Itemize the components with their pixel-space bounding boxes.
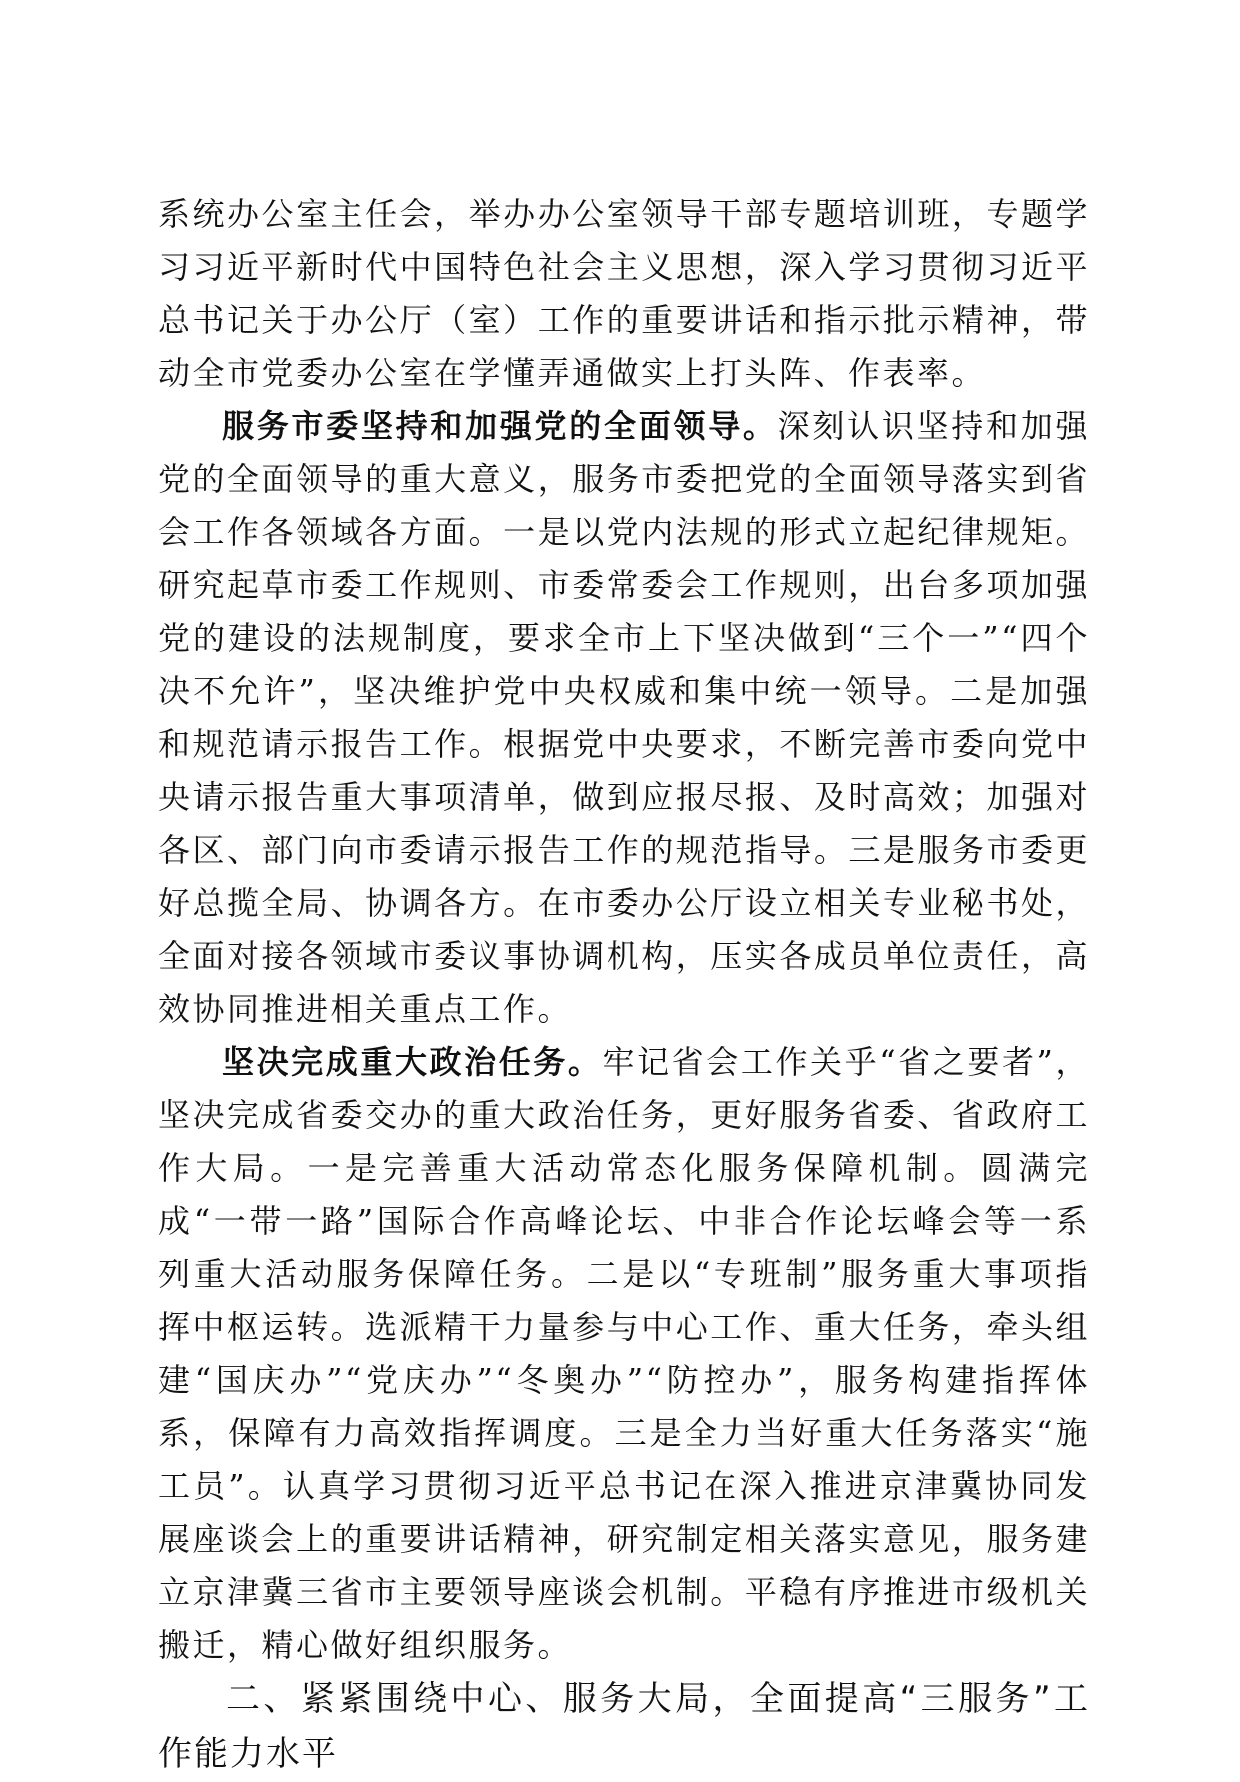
paragraph-political-tasks: [158, 1036, 1090, 1672]
paragraph-lead-political-tasks: 坚决完成重大政治任务。: [222, 1043, 603, 1081]
section-heading: 二、紧紧围绕中心、服务大局，全面提高“三服务”工作能力水平: [158, 1679, 1090, 1774]
continuation-paragraph: 系统办公室主任会，举办办公室领导干部专题培训班，专题学习习近平新时代中国特色社会主义思想，深入学习贯彻习近平总书记关于办公厅（室）工作的重要讲话和指示批示精神，带动全市党委办公室在学懂弄通做实上打头阵、作表率。: [158, 195, 1090, 392]
paragraph-lead-party-leadership: 服务市委坚持和加强党的全面领导。: [222, 407, 778, 445]
paragraph-body-political-tasks: 牢记省会工作关乎“省之要者”，坚决完成省委交办的重大政治任务，更好服务省委、省政府工作大局。一是完善重大活动常态化服务保障机制。圆满完成“一带一路”国际合作高峰论坛、中非合作论坛峰会等一系列重大活动服务保障任务。二是以“专班制”服务重大事项指挥中枢运转。选派精干力量参与中心工作、重大任务，牵头组建“国庆办”“党庆办”“冬奥办”“防控办”，服务构建指挥体系，保障有力高效指挥调度。三是全力当好重大任务落实“施工员”。认真学习贯彻习近平总书记在深入推进京津冀协同发展座谈会上的重要讲话精神，研究制定相关落实意见，服务建立京津冀三省市主要领导座谈会机制。平稳有序推进市级机关搬迁，精心做好组织服务。: [158, 1043, 1090, 1664]
document-body: [158, 188, 1090, 1782]
paragraph-body-party-leadership: 深刻认识坚持和加强党的全面领导的重大意义，服务市委把党的全面领导落实到省会工作各领域各方面。一是以党内法规的形式立起纪律规矩。研究起草市委工作规则、市委常委会工作规则，出台多项加强党的建设的法规制度，要求全市上下坚决做到“三个一”“四个决不允许”，坚决维护党中央权威和集中统一领导。二是加强和规范请示报告工作。根据党中央要求，不断完善市委向党中央请示报告重大事项清单，做到应报尽报、及时高效；加强对各区、部门向市委请示报告工作的规范指导。三是服务市委更好总揽全局、协调各方。在市委办公厅设立相关专业秘书处，全面对接各领域市委议事协调机构，压实各成员单位责任，高效协同推进相关重点工作。: [158, 407, 1090, 1028]
paragraph-party-leadership: [158, 400, 1090, 1036]
